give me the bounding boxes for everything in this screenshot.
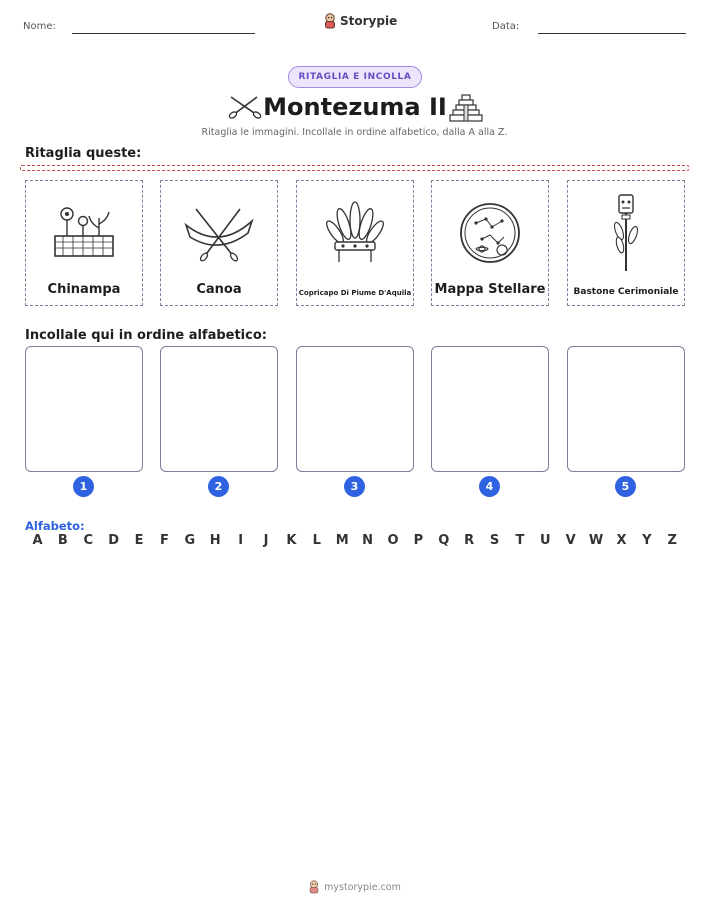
paste-section-heading: Incollale qui in ordine alfabetico: <box>25 328 267 343</box>
cut-section-heading: Ritaglia queste: <box>25 146 142 161</box>
alphabet-letter: D <box>108 533 120 548</box>
alphabet-letter: O <box>387 533 399 548</box>
cut-card-label: Canoa <box>196 282 242 297</box>
order-number-1: 1 <box>73 476 94 497</box>
footer-link[interactable]: mystorypie.com <box>324 881 401 893</box>
chinampa-icon <box>49 202 119 264</box>
storypie-mascot-icon <box>308 880 320 894</box>
paste-box-4[interactable] <box>431 346 549 472</box>
pyramid-temple-icon <box>449 93 483 123</box>
activity-badge: RITAGLIA E INCOLLA <box>288 66 422 88</box>
title-row <box>0 90 709 124</box>
footer <box>0 880 709 894</box>
cut-card-bastone[interactable] <box>567 180 685 306</box>
alphabet-letter: M <box>335 533 349 548</box>
ceremonial-staff-icon <box>608 193 644 273</box>
alphabet-letter: Z <box>667 533 677 548</box>
cut-card-label: Bastone Cerimoniale <box>573 287 679 297</box>
cut-card-label: Copricapo Di Piume D'Aquila <box>298 289 412 297</box>
logo-text: Storypie <box>340 14 398 28</box>
instructions: Ritaglia le immagini. Incollale in ordine alfabetico, dalla A alla Z. <box>201 127 508 138</box>
paste-box-3[interactable] <box>296 346 414 472</box>
alphabet-letter: X <box>616 533 627 548</box>
order-number-3: 3 <box>344 476 365 497</box>
alphabet-letter: E <box>134 533 144 548</box>
alphabet-letter: P <box>413 533 424 548</box>
alphabet-letter: Y <box>642 533 652 548</box>
date-label: Data: <box>492 21 520 32</box>
order-number-4: 4 <box>479 476 500 497</box>
cut-line <box>20 165 689 171</box>
canoe-icon <box>182 203 256 263</box>
storypie-logo <box>323 13 397 29</box>
alphabet-letter: H <box>209 533 221 548</box>
alphabet-letter: S <box>489 533 500 548</box>
paste-box-5[interactable] <box>567 346 685 472</box>
alphabet-letter: V <box>565 533 576 548</box>
alphabet-letter: J <box>263 533 269 548</box>
alphabet-letter: U <box>540 533 551 548</box>
cut-card-label: Chinampa <box>47 282 121 297</box>
order-number-2: 2 <box>208 476 229 497</box>
cut-card-chinampa[interactable] <box>25 180 143 306</box>
name-label: Nome: <box>23 21 56 32</box>
cut-card-label: Mappa Stellare <box>434 282 546 297</box>
order-number-5: 5 <box>615 476 636 497</box>
alphabet-letter: F <box>160 533 169 548</box>
paste-box-1[interactable] <box>25 346 143 472</box>
star-map-icon <box>458 201 522 265</box>
name-field-line[interactable] <box>72 33 255 34</box>
alphabet-heading: Alfabeto: <box>25 519 85 533</box>
cut-card-mappa[interactable] <box>431 180 549 306</box>
alphabet-strip <box>25 533 685 551</box>
alphabet-letter: C <box>83 533 94 548</box>
alphabet-letter: T <box>515 533 525 548</box>
cut-card-canoa[interactable] <box>160 180 278 306</box>
alphabet-letter: G <box>184 533 196 548</box>
date-field-line[interactable] <box>538 33 686 34</box>
feather-headdress-icon <box>323 198 387 268</box>
page-title: Montezuma II <box>263 93 447 121</box>
alphabet-letter: N <box>362 533 374 548</box>
worksheet-header <box>0 0 709 50</box>
alphabet-letter: K <box>286 533 297 548</box>
alphabet-letter: B <box>57 533 68 548</box>
cut-card-copricapo[interactable] <box>296 180 414 306</box>
alphabet-letter: A <box>32 533 43 548</box>
storypie-mascot-icon <box>323 13 337 29</box>
alphabet-letter: W <box>588 533 604 548</box>
alphabet-letter: Q <box>438 533 450 548</box>
alphabet-letter: I <box>238 533 244 548</box>
alphabet-letter: R <box>464 533 475 548</box>
alphabet-letter: L <box>312 533 321 548</box>
paste-box-2[interactable] <box>160 346 278 472</box>
